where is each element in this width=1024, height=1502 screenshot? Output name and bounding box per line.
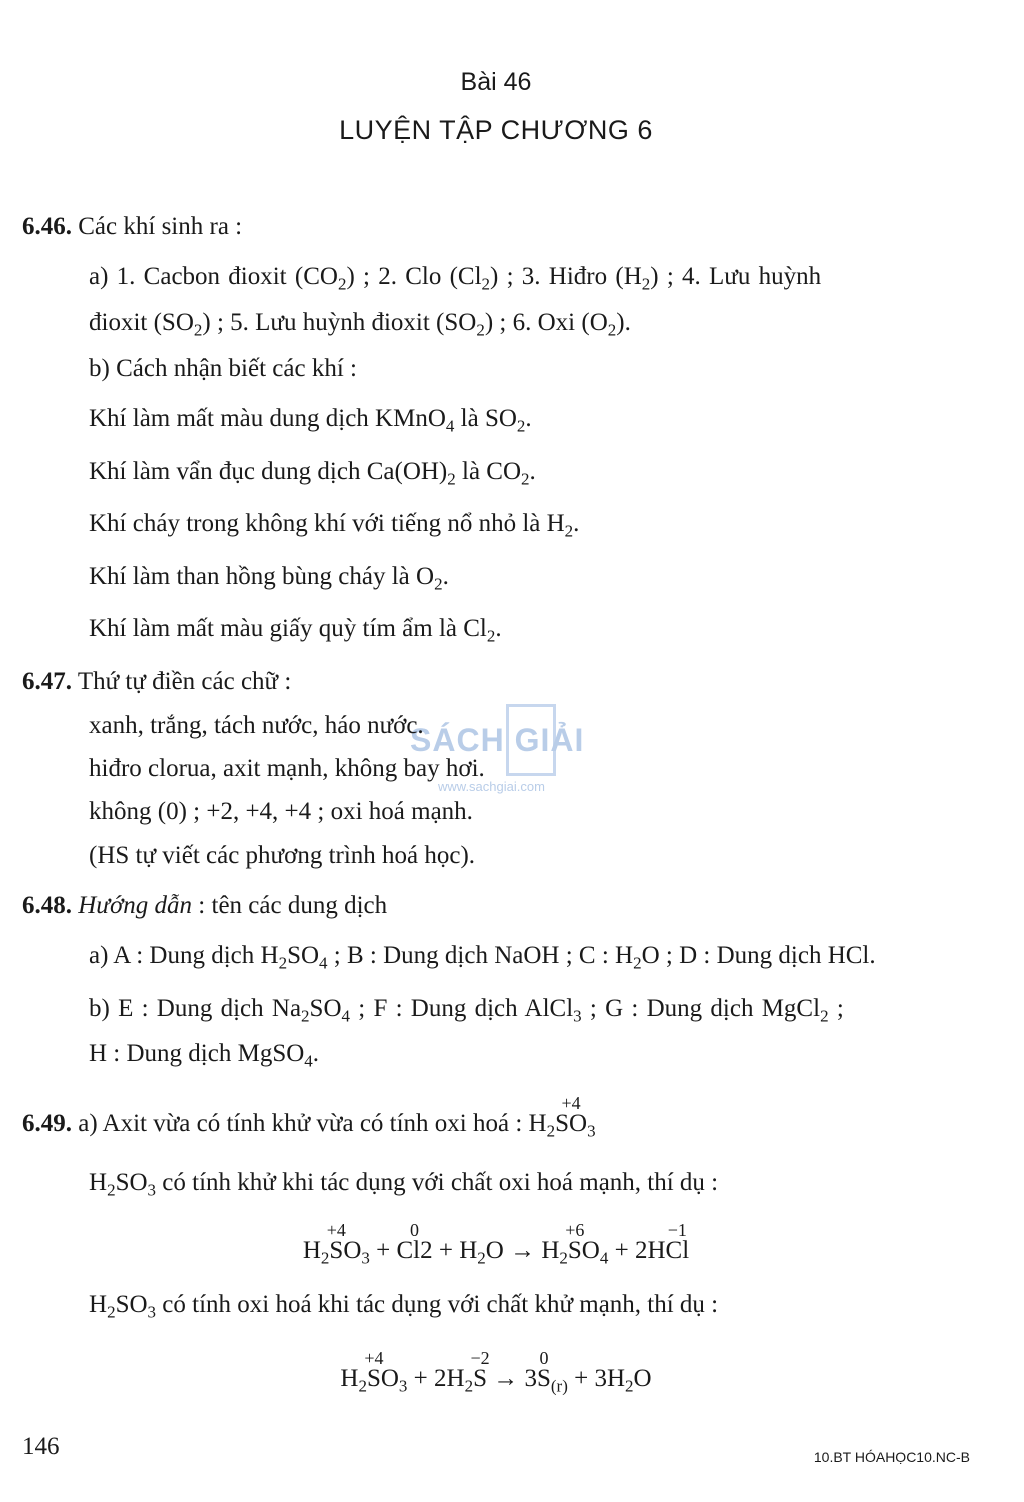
oxidation-number: +4	[326, 1219, 346, 1240]
exercise-6-46-a-line2: đioxit $(SO_2)$ ; 5. Lưu huỳnh đioxit $(SO_2)$ ; 6. Oxi $(O_2)$.	[89, 309, 631, 340]
exercise-6-46-b: b) Cách nhận biết các khí :	[89, 355, 357, 382]
oxidation-number: −1	[667, 1219, 687, 1240]
exercise-6-47-line2: hiđro clorua, axit mạnh, không bay hơi.	[89, 755, 485, 782]
exercise-6-47-heading: 6.47. Thứ tự điền các chữ :	[22, 668, 292, 695]
exercise-6-46-heading: 6.46. Các khí sinh ra :	[22, 213, 243, 240]
exercise-6-47-line3: không (0) ; +2, +4, +4 ; oxi hoá mạnh.	[89, 798, 473, 825]
watermark-url: www.sachgiai.com	[438, 779, 545, 794]
exercise-6-48-b: b) E : Dung dịch $Na_2SO_4$ ; F : Dung dịch AlCl$_3$ ; G : Dung dịch MgCl$_2$ ;	[89, 995, 844, 1026]
exercise-6-47-line1: xanh, trắng, tách nước, háo nước.	[89, 712, 424, 739]
book-code: 10.BT HÓAHỌC10.NC-B	[813, 1449, 970, 1465]
oxidation-number: +6	[565, 1219, 585, 1240]
exercise-6-49-oxidizing-text: $H_2SO_3$ có tính oxi hoá khi tác dụng với chất khử mạnh, thí dụ :	[89, 1291, 719, 1322]
exercise-6-48-heading: 6.48. Hướng dẫn : tên các dung dịch	[22, 892, 388, 919]
exercise-6-46-line-caoh2: Khí làm vẩn đục dung dịch $Ca(OH)_2$ là $CO_2$.	[89, 458, 536, 489]
exercise-6-46-line-h2: Khí cháy trong không khí với tiếng nổ nhỏ là $H_2$.	[89, 510, 580, 541]
oxidation-number: 0	[539, 1347, 549, 1368]
oxidation-number: +4	[364, 1347, 384, 1368]
chapter-title: LUYỆN TẬP CHƯƠNG 6	[339, 115, 653, 145]
watermark-logo	[410, 702, 620, 802]
h2so3-formula: $H_2$ +4 $SO_3$	[528, 1092, 596, 1141]
page-number: 146	[22, 1433, 60, 1460]
exercise-6-48-a: a) A : Dung dịch $H_2SO_4$ ; B : Dung dịch NaOH ; C : $H_2O$ ; D : Dung dịch HCl.	[89, 942, 876, 973]
exercise-6-46-line-kmno4: Khí làm mất màu dung dịch KMnO$_4$ là $SO_2$.	[89, 405, 532, 436]
exercise-6-49-reducing-text: $H_2SO_3$ có tính khử khi tác dụng với chất oxi hoá mạnh, thí dụ :	[89, 1169, 719, 1200]
exercise-6-48-c: H : Dung dịch MgSO$_4$.	[89, 1040, 320, 1071]
oxidation-number: −2	[470, 1347, 490, 1368]
oxidation-number: +4	[561, 1092, 581, 1113]
exercise-6-46-line-cl2: Khí làm mất màu giấy quỳ tím ẩm là $Cl_2$.	[89, 615, 502, 646]
exercise-6-49-heading: 6.49. a) Axit vừa có tính khử vừa có tính oxi hoá : $H_2$ +4 $SO_3$	[22, 1092, 596, 1141]
lesson-number: Bài 46	[460, 68, 532, 96]
exercise-6-46-line-o2: Khí làm than hồng bùng cháy là $O_2$.	[89, 563, 449, 594]
oxidation-number: 0	[410, 1219, 420, 1240]
equation-2: $H_2$ +4 $SO_3 + 2H_2$ −2 S → 3 0 $S_{(r)} + 3H_2O$	[340, 1347, 652, 1396]
exercise-6-47-line4: (HS tự viết các phương trình hoá học).	[89, 842, 476, 869]
watermark-text: SÁCH GIẢI	[410, 722, 585, 758]
equation-1: $H_2$ +4 $SO_3$ + 0 $Cl2 + H_2O \to H_2$ +6 $SO_4 + 2H$ −1 Cl	[302, 1219, 690, 1268]
exercise-6-46-a-line1: a) 1. Cacbon đioxit $(CO_2)$ ; 2. Clo $(Cl_2)$ ; 3. Hiđro $(H_2)$ ; 4. Lưu huỳnh	[89, 263, 822, 294]
